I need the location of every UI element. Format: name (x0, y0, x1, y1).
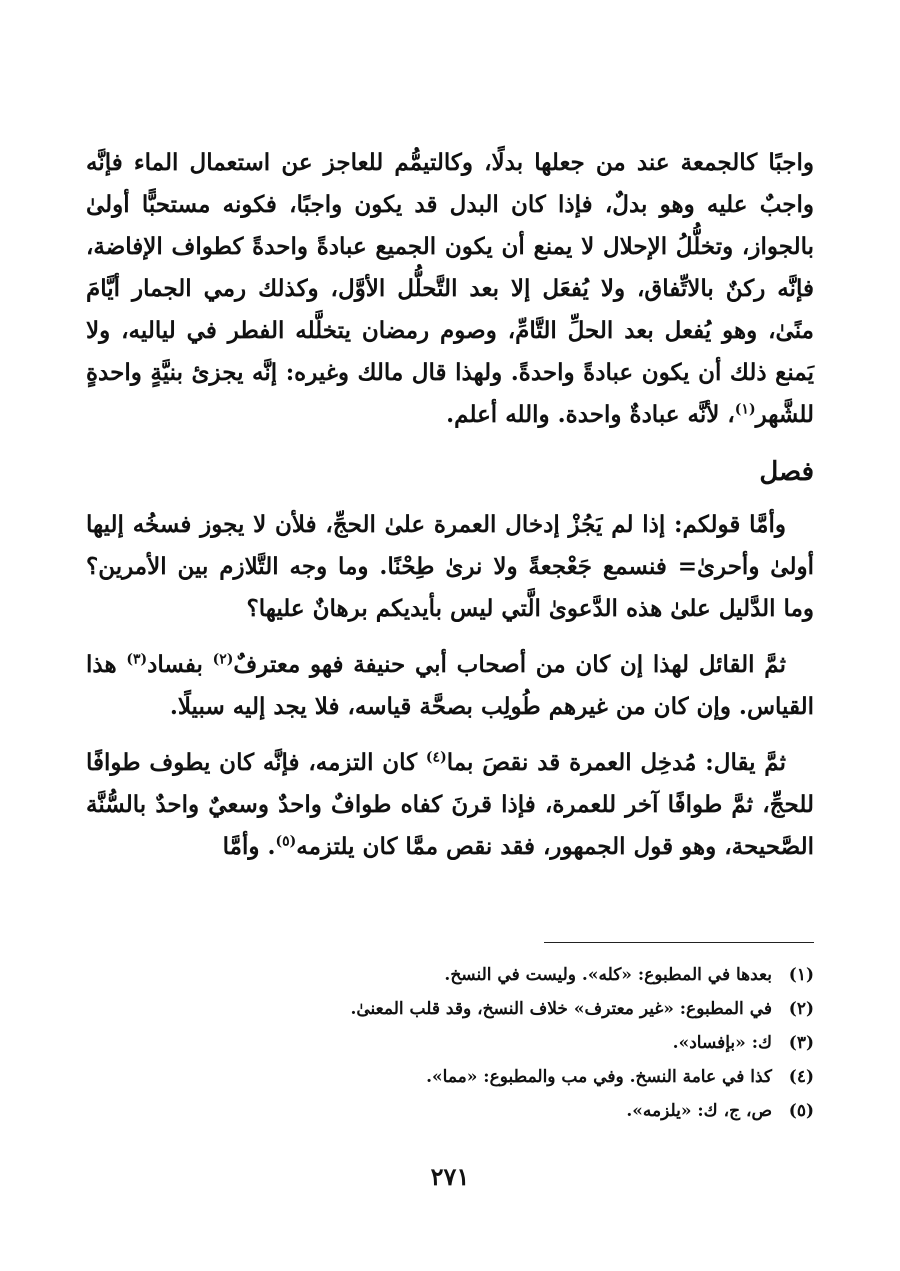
footnote-marker: (٤) (425, 749, 447, 766)
paragraph-text: . وأمَّا (222, 833, 276, 860)
footnote-text: ك: «بإفساد». (672, 1033, 772, 1053)
footnote-text: ص، ج، ك: «يلزمه». (626, 1101, 772, 1121)
footnote-item (86, 1026, 814, 1060)
paragraph-text: بفساد (147, 651, 213, 678)
footnote-number: (١) (788, 965, 814, 985)
footnote-item (86, 958, 814, 992)
paragraph-text: ، لأنَّه عبادةٌ واحدة. والله أعلم. (446, 401, 735, 428)
footnotes (86, 958, 814, 1128)
paragraph-text: واجبًا كالجمعة عند من جعلها بدلًا، وكالتيمُّم للعاجز عن استعمال الماء فإنَّه واجبٌ عليه وهو بدلٌ، فإذا كان البدل قد يكون واجبًا، فكونه مستحبًّا أولىٰ بالجواز، وتخلُّلُ الإحلال لا يمنع أن يكون الجميع عبادةً واحدةً كطواف الإفاضة، فإنَّه ركنٌ بالاتِّفاق، ولا يُفعَل إلا بعد التَّحلُّل الأوَّل، وكذلك رمي الجمار أيَّامَ منًىٰ، وهو يُفعل بعد الحلِّ التَّامِّ، وصوم رمضان يتخلَّله الفطر في لياليه، ولا يَمنع ذلك أن يكون عبادةً واحدةً. ولهذا قال مالك وغيره: إنَّه يجزئ بنيَّةٍ واحدةٍ للشَّهر (86, 149, 814, 428)
footnote-item (86, 1060, 814, 1094)
footnote-number: (٤) (788, 1067, 814, 1087)
footnote-text: بعدها في المطبوع: «كله». وليست في النسخ. (444, 965, 772, 985)
paragraph-text: ثمَّ يقال: مُدخِل العمرة قد نقصَ بما (446, 749, 787, 776)
paragraph-4 (86, 742, 814, 868)
paragraph-3 (86, 644, 814, 728)
footnote-marker: (٣) (126, 651, 148, 668)
paragraph-text: ثمَّ القائل لهذا إن كان من أصحاب أبي حنيفة فهو معترفٌ (233, 651, 786, 678)
main-text (86, 142, 814, 868)
page-number: ٢٧١ (430, 1162, 470, 1191)
footnote-item (86, 1094, 814, 1128)
paragraph-text: هذا القياس. وإن كان من غيرهم طُولِب بصحَّة قياسه، فلا يجد إليه سبيلًا. (86, 651, 814, 720)
section-heading: فصل (759, 457, 814, 487)
footnote-separator (544, 942, 814, 943)
footnote-text: كذا في عامة النسخ. وفي مب والمطبوع: «مما». (426, 1067, 772, 1087)
footnote-marker: (٥) (275, 833, 297, 850)
paragraph-text: كان التزمه، فإنَّه كان يطوف طوافًا للحجِّ، ثمَّ طوافًا آخر للعمرة، فإذا قرنَ كفاه طوافٌ واحدٌ وسعيٌ واحدٌ بالسُّنَّة الصَّحيحة، وهو قول الجمهور، فقد نقص ممَّا كان يلتزمه (86, 749, 814, 860)
footnote-number: (٢) (788, 999, 814, 1019)
paragraph-2 (86, 504, 814, 630)
paragraph-1 (86, 142, 814, 436)
footnote-marker: (٢) (212, 651, 234, 668)
paragraph-text: وأمَّا قولكم: إذا لم يَجُزْ إدخال العمرة علىٰ الحجِّ، فلأن لا يجوز فسخُه إليها أولىٰ وأحرىٰ= فنسمع جَعْجعةً ولا نرىٰ طِحْنًا. وما وجه التَّلازم بين الأمرين؟ وما الدَّليل علىٰ هذه الدَّعوىٰ الَّتي ليس بأيديكم برهانٌ عليها؟ (86, 511, 814, 622)
footnote-marker: (١) (734, 401, 756, 418)
footnote-item (86, 992, 814, 1026)
footnote-number: (٥) (788, 1101, 814, 1121)
footnote-text: في المطبوع: «غير معترف» خلاف النسخ، وقد قلب المعنىٰ. (350, 999, 772, 1019)
footnote-number: (٣) (788, 1033, 814, 1053)
